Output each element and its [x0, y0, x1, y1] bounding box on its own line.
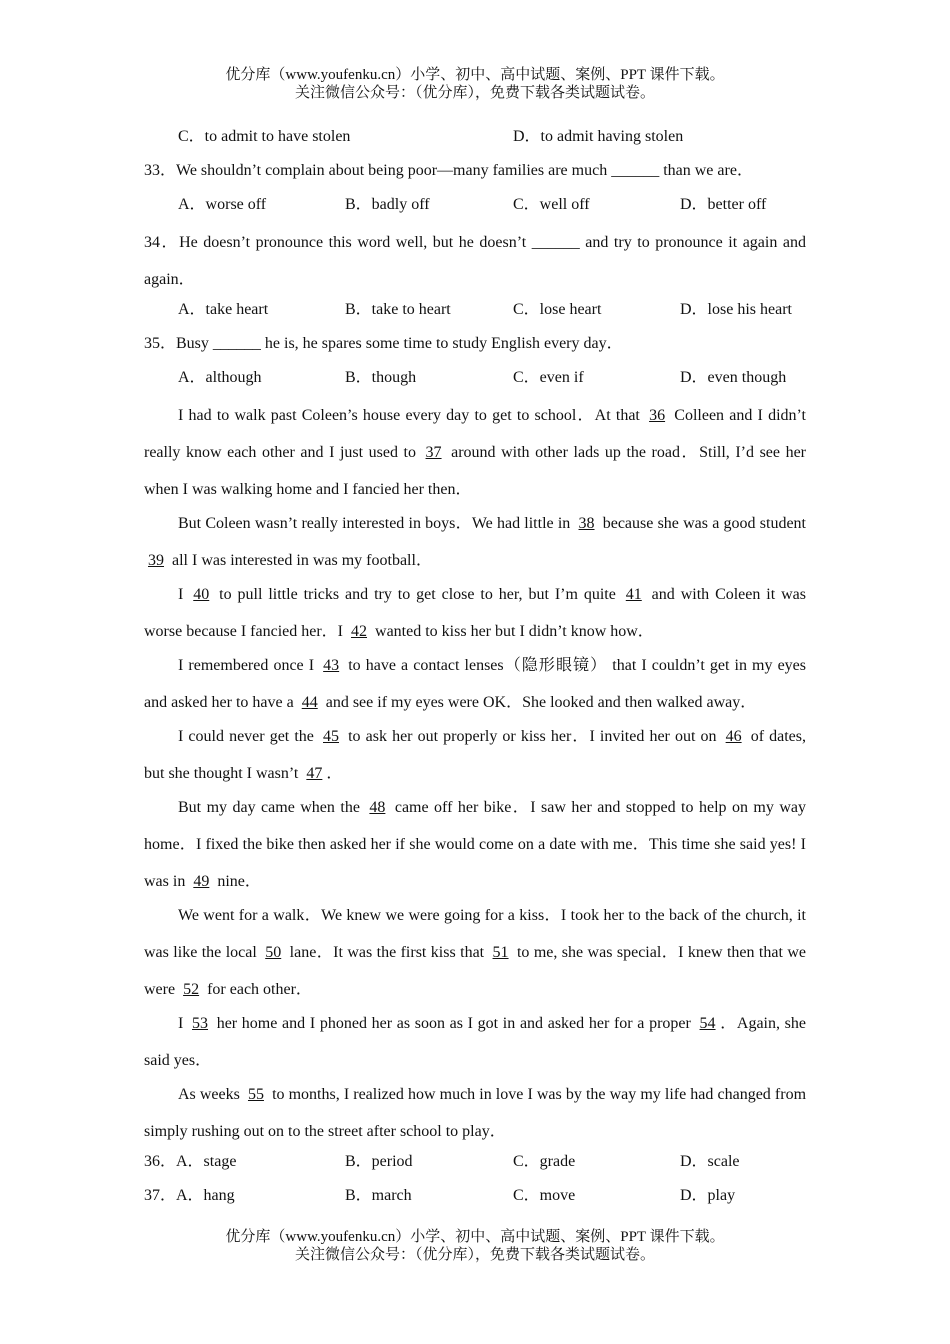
- q36-option-b: B．period: [345, 1153, 413, 1170]
- blank-47: 47: [306, 765, 323, 782]
- header-line-2: 关注微信公众号：（优分库），免费下载各类试题试卷。: [294, 85, 655, 101]
- blank-54: 54: [699, 1015, 716, 1032]
- q33-question: 33．We shouldn’t complain about being poor—many families are much ______ than we are．: [144, 162, 753, 179]
- q36-option-a: 36．A．stage: [144, 1153, 237, 1170]
- q35-question: 35．Busy ______ he is, he spares some time to study English every day．: [144, 335, 623, 352]
- q36-option-c: C．grade: [513, 1153, 576, 1170]
- blank-40: 40: [193, 586, 210, 603]
- footer-line-1: 优分库（www.youfenku.cn）小学、初中、高中试题、案例、PPT 课件下载。: [225, 1229, 725, 1245]
- blank-52: 52: [183, 981, 200, 998]
- footer-line-2: 关注微信公众号：（优分库），免费下载各类试题试卷。: [294, 1247, 655, 1263]
- q34-option-a: A．take heart: [178, 301, 269, 318]
- passage-paragraph-2: But Coleen wasn’t really interested in boys．We had little in 38 because she was a good student 39 all I was interested in was my football．: [144, 505, 806, 579]
- blank-44: 44: [301, 694, 318, 711]
- blank-41: 41: [625, 586, 642, 603]
- q35-options: [144, 363, 806, 397]
- q37-option-c: C．move: [513, 1187, 576, 1204]
- q33-option-d: D．better off: [680, 196, 767, 213]
- q37-option-d: D．play: [680, 1187, 736, 1204]
- q33-options: [144, 190, 806, 224]
- blank-51: 51: [492, 944, 509, 961]
- passage-paragraph-6: But my day came when the 48 came off her bike．I saw her and stopped to help on my way home．I fixed the bike then asked her if she would come on a date with me．This time she said yes! I was in 49 nine．: [144, 789, 806, 900]
- blank-38: 38: [578, 515, 595, 532]
- q32-options: [144, 122, 806, 156]
- q37-options: [144, 1181, 806, 1215]
- q34-option-c: C．lose heart: [513, 301, 602, 318]
- q33-option-a: A．worse off: [178, 196, 267, 213]
- q37-option-b: B．march: [345, 1187, 412, 1204]
- blank-39: 39: [148, 552, 164, 569]
- page-header: [0, 66, 950, 102]
- page-footer: [0, 1228, 950, 1264]
- q37-option-a: 37．A．hang: [144, 1187, 235, 1204]
- passage-paragraph-9: As weeks 55 to months, I realized how much in love I was by the way my life had changed from simply rushing out on to the street after school to play．: [144, 1076, 806, 1150]
- blank-36: 36: [649, 407, 666, 424]
- q36-options: [144, 1147, 806, 1181]
- passage-paragraph-1: I had to walk past Coleen’s house every day to get to school．At that 36 Colleen and I didn’t really know each other and I just used to 37 around with other lads up the road．Still, I’d see her when I was walking home and I fancied her then．: [144, 397, 806, 508]
- q33-option-b: B．badly off: [345, 196, 430, 213]
- q34-option-d: D．lose his heart: [680, 301, 792, 318]
- blank-45: 45: [323, 728, 339, 745]
- passage-paragraph-5: I could never get the 45 to ask her out properly or kiss her．I invited her out on 46 of dates, but she thought I wasn’t 47 ．: [144, 718, 806, 792]
- q34-question: 34．He doesn’t pronounce this word well, but he doesn’t ______ and try to pronounce it again and again．: [144, 234, 806, 288]
- blank-46: 46: [725, 728, 742, 745]
- header-line-1: 优分库（www.youfenku.cn）小学、初中、高中试题、案例、PPT 课件下载。: [225, 67, 725, 83]
- passage-paragraph-8: I 53 her home and I phoned her as soon as I got in and asked her for a proper 54 ．Again, she said yes．: [144, 1005, 806, 1079]
- q34-options: [144, 295, 806, 329]
- blank-49: 49: [193, 873, 210, 890]
- blank-37: 37: [425, 444, 442, 461]
- blank-53: 53: [192, 1015, 209, 1032]
- q33-option-c: C．well off: [513, 196, 590, 213]
- passage-paragraph-7: We went for a walk．We knew we were going for a kiss．I took her to the back of the church, it was like the local 50 lane．It was the first kiss that 51 to me, she was special．I knew then that we were 52 for each other．: [144, 897, 806, 1008]
- q35-option-d: D．even though: [680, 369, 787, 386]
- q32-option-d: D．to admit having stolen: [513, 128, 684, 145]
- passage-paragraph-3: I 40 to pull little tricks and try to get close to her, but I’m quite 41 and with Coleen it was worse because I fancied her．I 42 wanted to kiss her but I didn’t know how．: [144, 576, 806, 650]
- q35-option-a: A．although: [178, 369, 262, 386]
- exam-content: [144, 122, 806, 1215]
- blank-42: 42: [351, 623, 368, 640]
- blank-48: 48: [369, 799, 386, 816]
- q36-option-d: D．scale: [680, 1153, 740, 1170]
- q32-option-c: C．to admit to have stolen: [178, 128, 351, 145]
- blank-43: 43: [323, 657, 340, 674]
- q35-option-b: B．though: [345, 369, 417, 386]
- passage-paragraph-4: I remembered once I 43 to have a contact lenses（隐形眼镜） that I couldn’t get in my eyes and asked her to have a 44 and see if my eyes were OK．She looked and then walked away．: [144, 647, 806, 721]
- q34-option-b: B．take to heart: [345, 301, 451, 318]
- q35-option-c: C．even if: [513, 369, 584, 386]
- blank-55: 55: [247, 1086, 264, 1103]
- blank-50: 50: [265, 944, 282, 961]
